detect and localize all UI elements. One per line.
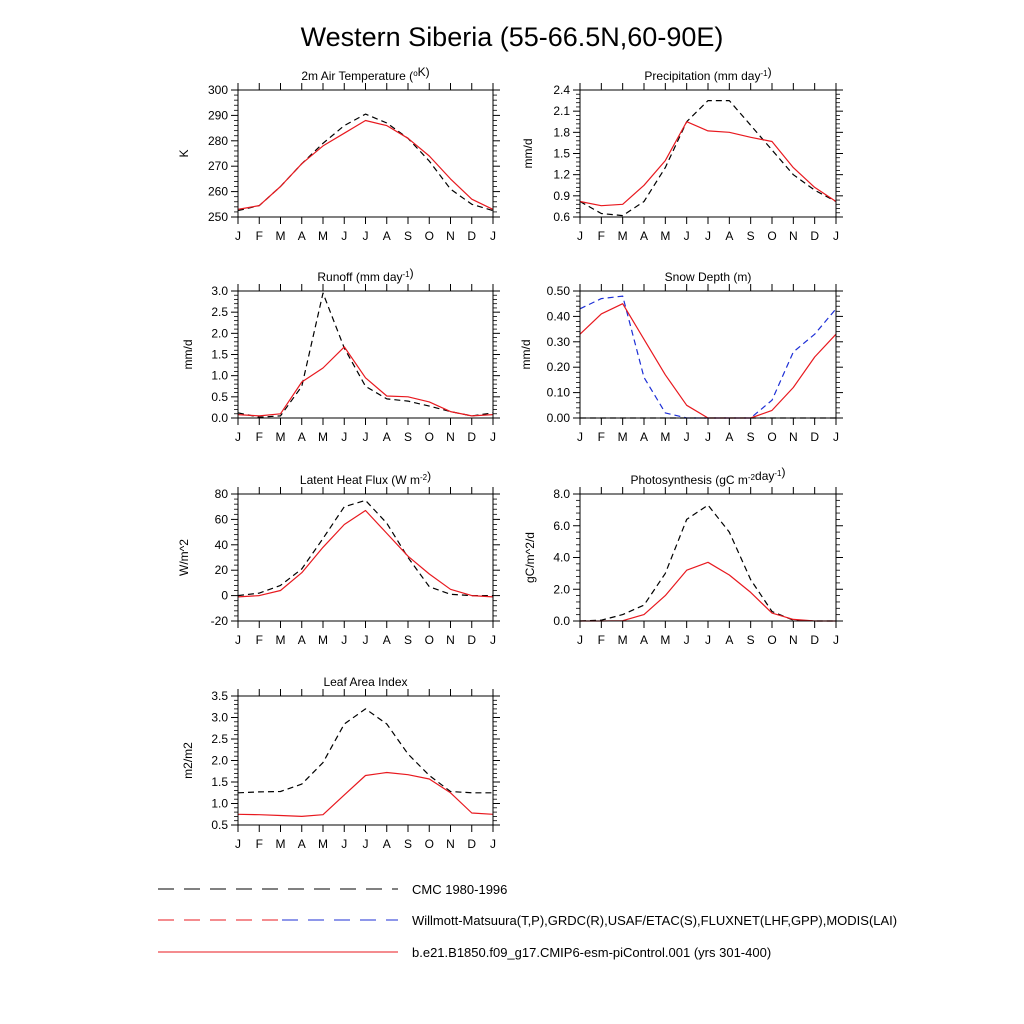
- x-tick-label: A: [382, 229, 391, 243]
- x-tick-label: F: [597, 229, 606, 243]
- x-tick-label: F: [255, 229, 263, 243]
- x-tick-label: D: [810, 633, 820, 647]
- series-line-0: [238, 709, 493, 793]
- x-tick-label: N: [446, 430, 455, 444]
- x-tick-label: D: [810, 430, 820, 444]
- y-tick-label: 2.4: [553, 83, 570, 97]
- plot-frame: [238, 696, 493, 825]
- series-line-0: [238, 500, 493, 595]
- x-tick-label: J: [341, 633, 348, 647]
- y-tick-label: 0.30: [546, 334, 570, 349]
- x-tick-label: J: [235, 430, 241, 444]
- x-tick-label: S: [403, 837, 413, 851]
- x-tick-label: M: [275, 837, 286, 851]
- x-tick-label: J: [577, 633, 583, 647]
- y-tick-label: 0.0: [553, 614, 570, 628]
- y-tick-label: 6.0: [553, 518, 570, 533]
- x-tick-label: N: [788, 229, 798, 243]
- y-axis-label: mm/d: [519, 339, 533, 370]
- x-tick-label: J: [490, 837, 496, 851]
- y-axis-label: mm/d: [521, 138, 535, 169]
- plot-frame: [580, 90, 836, 217]
- panel-title: Latent Heat Flux (W $m^{-2}$): [299, 469, 432, 487]
- y-axis-label: m2/m2: [181, 742, 195, 779]
- plot-frame: [580, 494, 836, 621]
- series-line-0: [580, 505, 836, 621]
- plot-frame: [238, 291, 493, 418]
- chart-panel-1: [521, 65, 843, 243]
- x-tick-label: F: [255, 430, 263, 444]
- chart-panel-5: [523, 465, 843, 647]
- x-tick-label: F: [255, 837, 263, 851]
- series-line-1: [238, 347, 493, 416]
- y-tick-label: 40: [214, 537, 228, 552]
- y-tick-label: 270: [207, 159, 228, 174]
- x-tick-label: A: [297, 229, 306, 243]
- y-tick-label: 1.2: [553, 167, 570, 182]
- y-tick-label: 300: [207, 83, 228, 97]
- series-line-0: [238, 293, 493, 417]
- x-tick-label: N: [788, 633, 798, 647]
- y-tick-label: 3.0: [211, 284, 228, 298]
- y-tick-label: 3.0: [211, 710, 228, 725]
- y-tick-label: 280: [207, 133, 228, 148]
- y-tick-label: 250: [207, 210, 228, 224]
- x-tick-label: N: [446, 633, 455, 647]
- legend-item-0: [158, 882, 507, 897]
- y-tick-label: 2.5: [211, 732, 228, 746]
- x-tick-label: J: [683, 430, 690, 444]
- panel-title: Snow Depth (m): [664, 270, 752, 284]
- y-tick-label: 0.9: [553, 188, 570, 203]
- chart-panel-4: [177, 469, 500, 647]
- series-line-0: [580, 101, 836, 216]
- x-tick-label: D: [467, 633, 477, 647]
- x-tick-label: J: [362, 430, 369, 444]
- y-tick-label: 0.40: [546, 309, 570, 324]
- series-line-2: [580, 304, 836, 418]
- x-tick-label: J: [490, 229, 496, 243]
- panel-title: Precipitation (mm day$^{-1}$): [644, 65, 772, 83]
- x-tick-label: M: [318, 430, 328, 444]
- legend-item-1: [158, 913, 897, 928]
- y-tick-label: 1.0: [211, 368, 228, 383]
- x-tick-label: F: [597, 430, 606, 444]
- chart-panel-6: [181, 675, 500, 851]
- legend: [158, 882, 897, 960]
- x-tick-label: J: [683, 633, 690, 647]
- x-tick-label: A: [297, 430, 306, 444]
- y-tick-label: 0.6: [553, 210, 570, 224]
- y-tick-label: 1.8: [553, 125, 570, 140]
- x-tick-label: J: [683, 229, 690, 243]
- x-tick-label: D: [467, 837, 477, 851]
- y-tick-label: 2.5: [211, 305, 228, 320]
- y-tick-label: 2.0: [211, 326, 228, 341]
- y-tick-label: 2.1: [553, 104, 570, 119]
- x-tick-label: A: [639, 229, 649, 243]
- y-tick-label: 0.5: [211, 389, 228, 404]
- y-tick-label: 8.0: [553, 487, 570, 501]
- x-tick-label: M: [660, 430, 671, 444]
- series-line-0: [238, 114, 493, 211]
- x-tick-label: M: [617, 430, 628, 444]
- x-tick-label: J: [490, 633, 496, 647]
- x-tick-label: M: [318, 837, 328, 851]
- x-tick-label: S: [403, 229, 413, 243]
- x-tick-label: J: [341, 229, 348, 243]
- y-tick-label: 0: [221, 588, 228, 603]
- x-tick-label: A: [297, 837, 306, 851]
- chart-panel-2: [181, 266, 500, 444]
- x-tick-label: M: [660, 633, 671, 647]
- x-tick-label: J: [362, 837, 369, 851]
- figure-title: Western Siberia (55-66.5N,60-90E): [300, 22, 724, 52]
- y-axis-label: mm/d: [181, 339, 195, 370]
- x-tick-label: N: [446, 229, 455, 243]
- x-tick-label: O: [767, 430, 777, 444]
- legend-item-2: [158, 945, 771, 960]
- x-tick-label: J: [235, 229, 241, 243]
- x-tick-label: J: [833, 229, 839, 243]
- x-tick-label: J: [490, 430, 496, 444]
- chart-panel-0: [177, 65, 500, 243]
- x-tick-label: A: [639, 633, 649, 647]
- legend-label: CMC 1980-1996: [412, 882, 508, 897]
- x-tick-label: A: [725, 229, 734, 243]
- x-tick-label: J: [341, 430, 348, 444]
- x-tick-label: J: [235, 633, 241, 647]
- x-tick-label: J: [833, 430, 839, 444]
- series-line-1: [238, 773, 493, 817]
- series-line-1: [238, 511, 493, 597]
- y-tick-label: 2.0: [553, 582, 570, 597]
- x-tick-label: S: [403, 430, 413, 444]
- x-tick-label: F: [255, 633, 263, 647]
- y-tick-label: 0.5: [211, 818, 228, 832]
- x-tick-label: O: [424, 229, 434, 243]
- legend-label: b.e21.B1850.f09_g17.CMIP6-esm-piControl.001 (yrs 301-400): [412, 945, 772, 960]
- x-tick-label: A: [725, 633, 734, 647]
- x-tick-label: O: [767, 633, 777, 647]
- plot-frame: [238, 90, 493, 217]
- x-tick-label: A: [382, 430, 391, 444]
- x-tick-label: S: [746, 430, 755, 444]
- y-tick-label: 260: [207, 184, 228, 199]
- y-tick-label: 3.5: [211, 689, 228, 703]
- x-tick-label: M: [660, 229, 671, 243]
- y-tick-label: 4.0: [553, 550, 570, 565]
- x-tick-label: M: [275, 430, 286, 444]
- x-tick-label: J: [833, 633, 839, 647]
- x-tick-label: J: [235, 837, 241, 851]
- y-tick-label: 0.10: [546, 385, 570, 400]
- x-tick-label: A: [382, 633, 391, 647]
- x-tick-label: A: [382, 837, 391, 851]
- x-tick-label: J: [577, 229, 583, 243]
- y-tick-label: 1.5: [211, 347, 228, 362]
- y-tick-label: 20: [214, 563, 228, 578]
- x-tick-label: M: [318, 229, 328, 243]
- x-tick-label: O: [424, 430, 434, 444]
- y-tick-label: 0.00: [546, 411, 570, 425]
- y-tick-label: 0.20: [546, 360, 570, 375]
- panels-group: [177, 65, 843, 851]
- y-tick-label: 0.50: [546, 284, 570, 298]
- x-tick-label: J: [705, 229, 711, 243]
- x-tick-label: O: [767, 229, 777, 243]
- panel-title: 2m Air Temperature ($^o$K): [301, 65, 430, 83]
- x-tick-label: N: [446, 837, 455, 851]
- chart-panel-3: [519, 270, 843, 444]
- panel-title: Runoff (mm day$^{-1}$): [317, 266, 414, 284]
- x-tick-label: J: [362, 633, 369, 647]
- y-tick-label: 2.0: [211, 753, 228, 768]
- y-tick-label: 0.0: [211, 411, 228, 425]
- x-tick-label: J: [705, 633, 711, 647]
- x-tick-label: D: [467, 430, 477, 444]
- legend-label: Willmott-Matsuura(T,P),GRDC(R),USAF/ETAC(S),FLUXNET(LHF,GPP),MODIS(LAI): [412, 913, 898, 928]
- x-tick-label: N: [788, 430, 798, 444]
- plot-frame: [238, 494, 493, 621]
- y-tick-label: 80: [214, 487, 228, 501]
- x-tick-label: A: [725, 430, 734, 444]
- x-tick-label: S: [746, 633, 755, 647]
- x-tick-label: D: [467, 229, 477, 243]
- y-tick-label: 1.5: [553, 146, 570, 161]
- x-tick-label: J: [341, 837, 348, 851]
- y-tick-label: 290: [207, 108, 228, 123]
- y-tick-label: 1.0: [211, 796, 228, 811]
- x-tick-label: S: [746, 229, 755, 243]
- panel-title: Photosynthesis (gC $m^{-2}day^{-1}$): [630, 465, 786, 487]
- x-tick-label: O: [424, 837, 434, 851]
- y-tick-label: -20: [210, 614, 228, 628]
- x-tick-label: A: [297, 633, 306, 647]
- series-line-1: [580, 562, 836, 621]
- x-tick-label: M: [617, 229, 628, 243]
- x-tick-label: J: [362, 229, 369, 243]
- x-tick-label: M: [275, 229, 286, 243]
- series-line-1: [580, 122, 836, 206]
- series-line-1: [238, 121, 493, 210]
- y-tick-label: 1.5: [211, 775, 228, 789]
- x-tick-label: J: [705, 430, 711, 444]
- x-tick-label: J: [577, 430, 583, 444]
- plot-frame: [580, 291, 836, 418]
- x-tick-label: S: [403, 633, 413, 647]
- y-axis-label: W/m^2: [177, 539, 191, 576]
- series-line-1: [580, 296, 836, 418]
- x-tick-label: D: [810, 229, 820, 243]
- x-tick-label: O: [424, 633, 434, 647]
- panel-title: Leaf Area Index: [323, 675, 408, 689]
- y-tick-label: 60: [214, 512, 228, 527]
- x-tick-label: M: [617, 633, 628, 647]
- y-axis-label: gC/m^2/d: [523, 532, 537, 583]
- y-axis-label: K: [177, 149, 191, 158]
- x-tick-label: F: [597, 633, 606, 647]
- x-tick-label: M: [318, 633, 328, 647]
- x-tick-label: M: [275, 633, 286, 647]
- x-tick-label: A: [639, 430, 649, 444]
